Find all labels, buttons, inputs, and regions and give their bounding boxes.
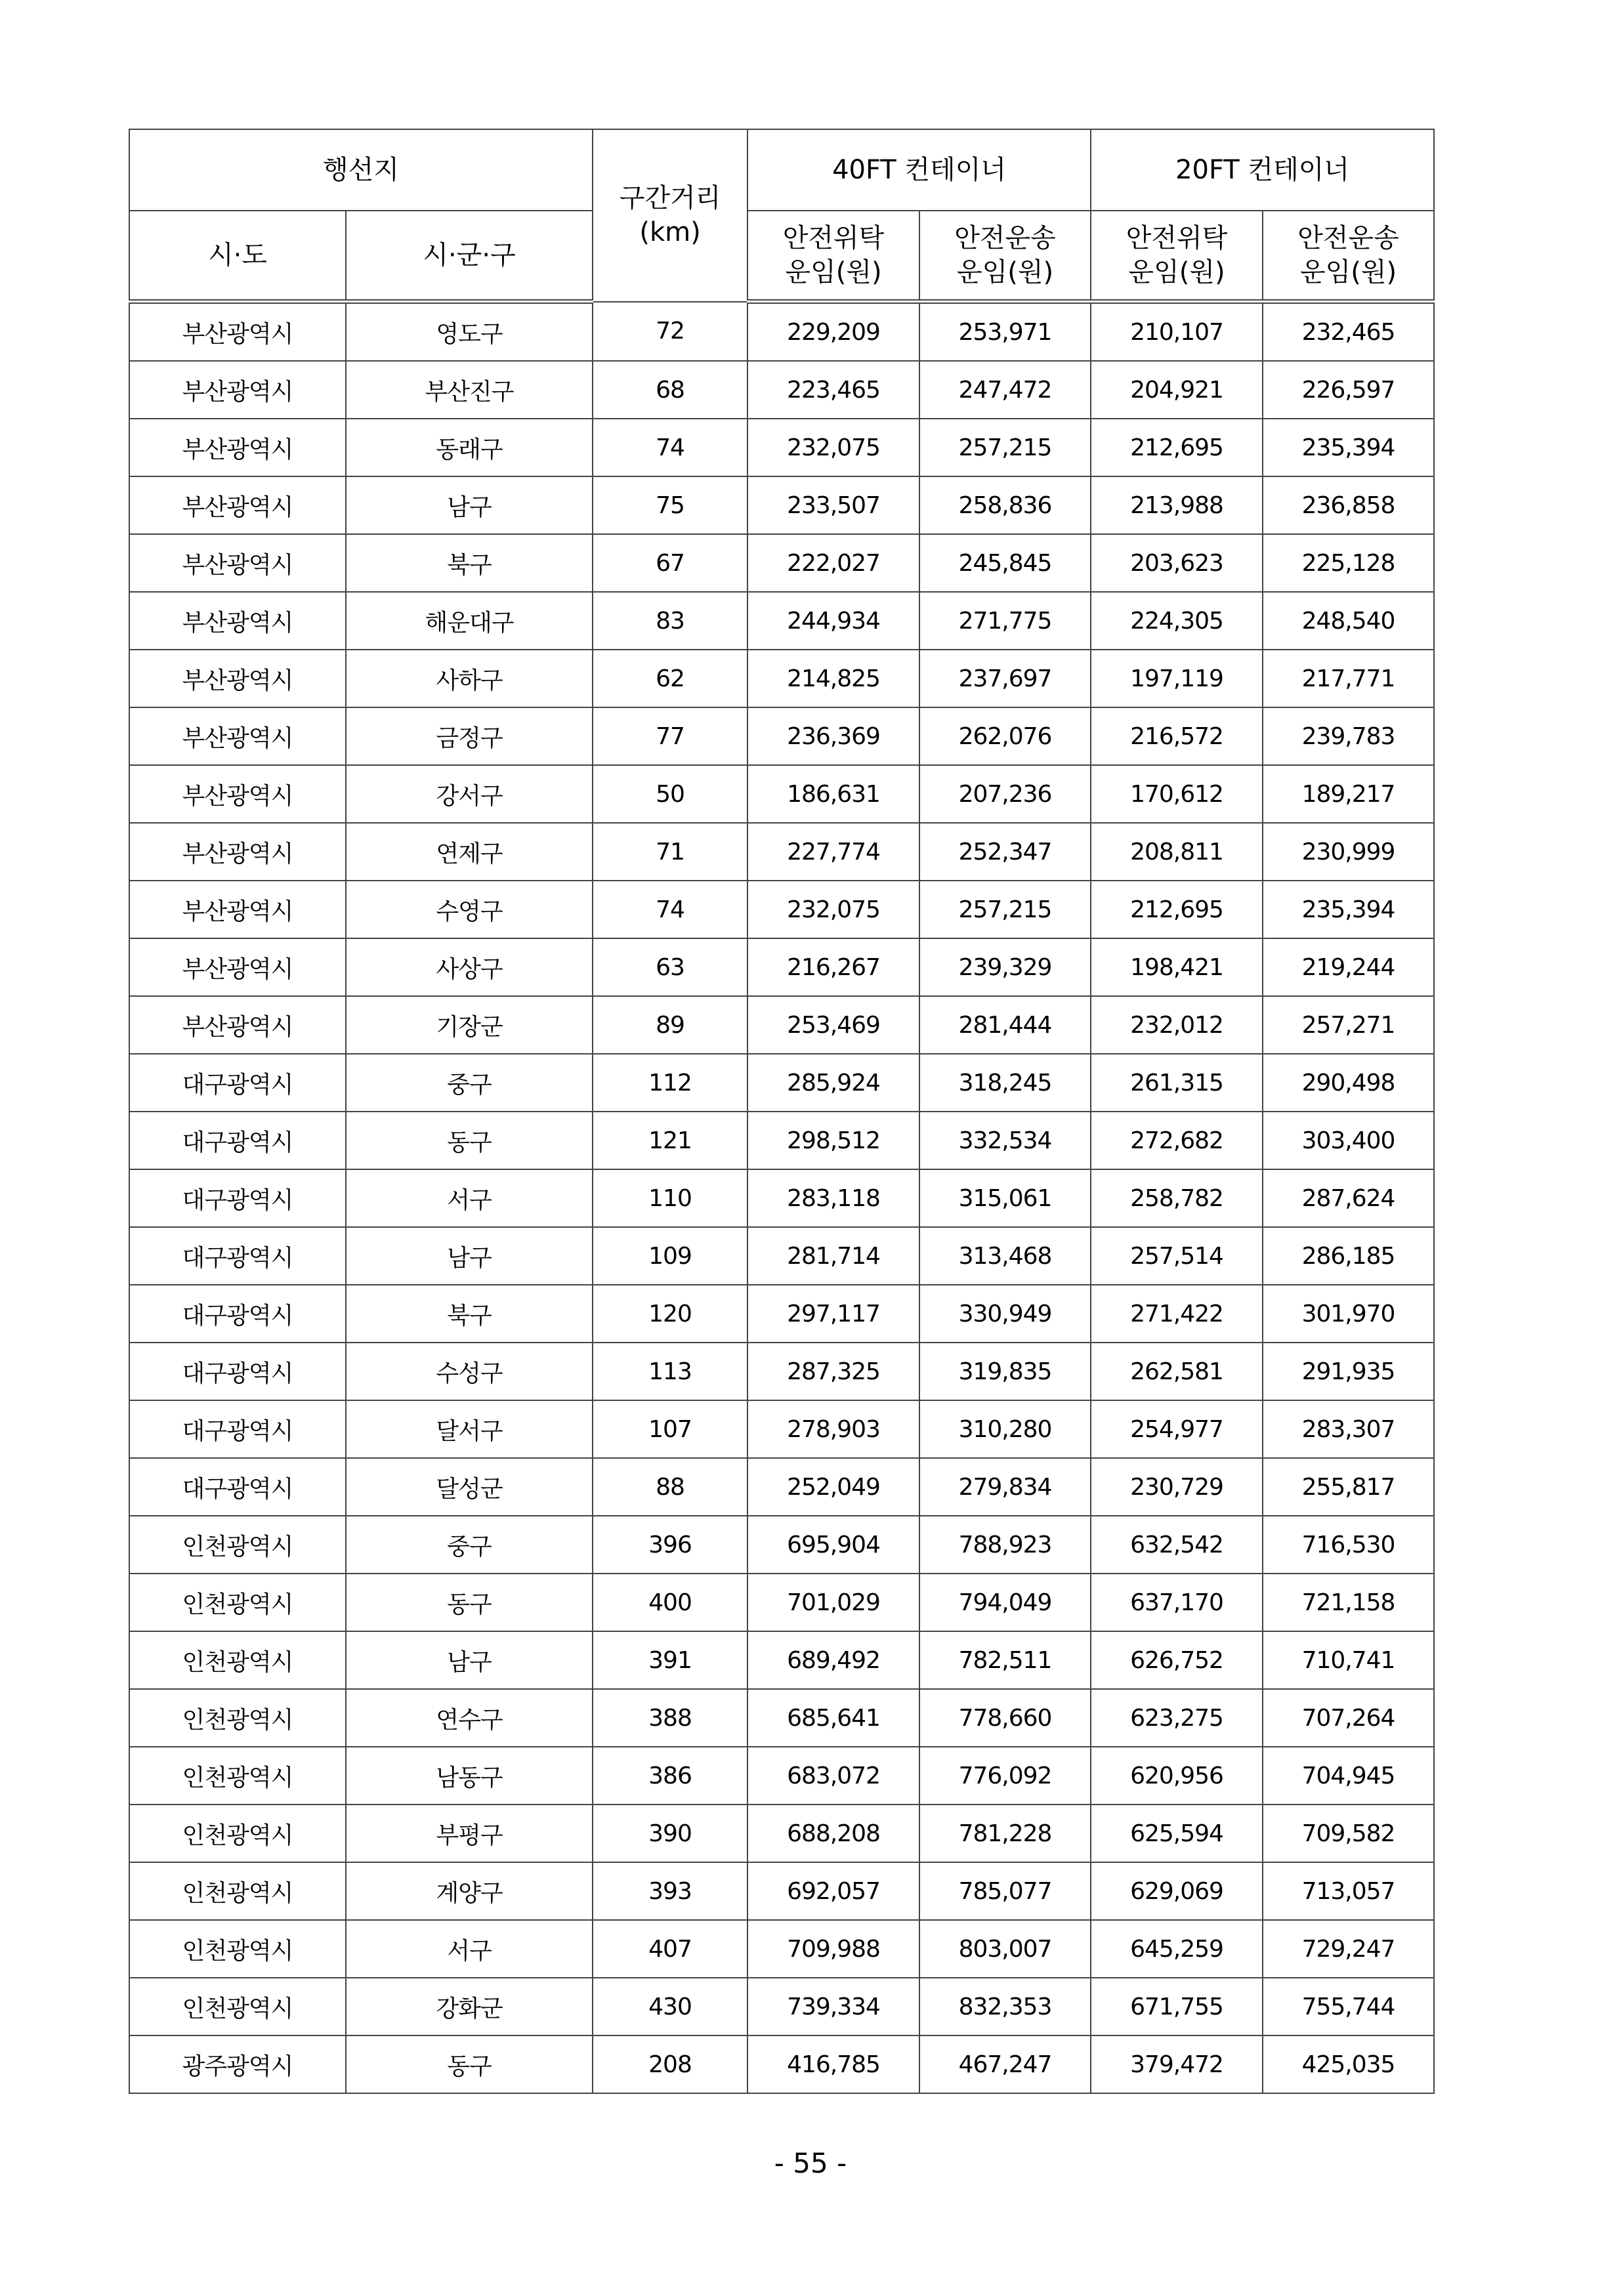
ft20-transport-cell: 257,271 — [1263, 996, 1434, 1054]
ft40-transport-cell: 253,971 — [919, 302, 1091, 362]
ft20-entrust-cell: 629,069 — [1091, 1862, 1263, 1920]
sido-cell: 부산광역시 — [129, 996, 346, 1054]
sigungu-cell: 부평구 — [346, 1805, 593, 1862]
ft20-entrust-cell: 212,695 — [1091, 419, 1263, 476]
ft40-entrust-cell: 236,369 — [747, 707, 919, 765]
ft20-transport-cell: 301,970 — [1263, 1285, 1434, 1343]
ft20-entrust-cell: 623,275 — [1091, 1689, 1263, 1747]
ft40-entrust-cell: 689,492 — [747, 1631, 919, 1689]
sido-cell: 대구광역시 — [129, 1054, 346, 1112]
table-row — [129, 1227, 1434, 1285]
ft40-entrust-cell: 692,057 — [747, 1862, 919, 1920]
table-row — [129, 302, 1434, 362]
distance-cell: 386 — [593, 1747, 747, 1805]
table-row — [129, 938, 1434, 996]
sido-cell: 부산광역시 — [129, 765, 346, 823]
ft20-transport-cell: 217,771 — [1263, 650, 1434, 707]
ft20-entrust-cell: 625,594 — [1091, 1805, 1263, 1862]
ft40-transport-cell: 832,353 — [919, 1978, 1091, 2035]
ft40-transport-cell: 467,247 — [919, 2035, 1091, 2093]
ft20-entrust-cell: 210,107 — [1091, 302, 1263, 362]
ft20-transport-cell: 286,185 — [1263, 1227, 1434, 1285]
sido-cell: 대구광역시 — [129, 1400, 346, 1458]
sigungu-cell: 부산진구 — [346, 361, 593, 419]
ft20-transport-cell: 226,597 — [1263, 361, 1434, 419]
distance-cell: 120 — [593, 1285, 747, 1343]
table-row — [129, 1285, 1434, 1343]
sigungu-cell: 연수구 — [346, 1689, 593, 1747]
sido-cell: 인천광역시 — [129, 1862, 346, 1920]
sigungu-cell: 남구 — [346, 1631, 593, 1689]
sigungu-header: 시·군·구 — [346, 211, 593, 302]
ft20-transport-cell: 713,057 — [1263, 1862, 1434, 1920]
ft40-transport-cell: 239,329 — [919, 938, 1091, 996]
ft20-transport-line1: 안전운송 — [1297, 223, 1399, 253]
distance-cell: 71 — [593, 823, 747, 881]
ft40-entrust-cell: 223,465 — [747, 361, 919, 419]
sigungu-cell: 중구 — [346, 1516, 593, 1574]
table-row — [129, 823, 1434, 881]
distance-cell: 67 — [593, 534, 747, 592]
ft40-entrust-line1: 안전위탁 — [782, 223, 885, 253]
table-row — [129, 1805, 1434, 1862]
sigungu-cell: 달서구 — [346, 1400, 593, 1458]
distance-cell: 109 — [593, 1227, 747, 1285]
table-row — [129, 650, 1434, 707]
table-row — [129, 1458, 1434, 1516]
distance-header-line2: (km) — [639, 217, 701, 248]
table-row — [129, 476, 1434, 534]
sido-cell: 부산광역시 — [129, 881, 346, 938]
distance-cell: 63 — [593, 938, 747, 996]
distance-cell: 72 — [593, 302, 747, 362]
ft20-transport-cell: 219,244 — [1263, 938, 1434, 996]
ft40-entrust-cell: 709,988 — [747, 1920, 919, 1978]
ft40-transport-line2: 운임(원) — [956, 257, 1054, 287]
ft20-transport-cell: 303,400 — [1263, 1112, 1434, 1169]
ft20-entrust-cell: 637,170 — [1091, 1574, 1263, 1631]
sido-cell: 인천광역시 — [129, 1805, 346, 1862]
table-row — [129, 534, 1434, 592]
sido-header: 시·도 — [129, 211, 346, 302]
ft20-transport-cell: 707,264 — [1263, 1689, 1434, 1747]
ft20-transport-cell: 287,624 — [1263, 1169, 1434, 1227]
ft20-transport-header — [1263, 211, 1434, 302]
ft20-transport-cell: 255,817 — [1263, 1458, 1434, 1516]
sido-cell: 부산광역시 — [129, 476, 346, 534]
sigungu-cell: 수성구 — [346, 1343, 593, 1400]
ft20-transport-cell: 755,744 — [1263, 1978, 1434, 2035]
sido-cell: 대구광역시 — [129, 1285, 346, 1343]
ft20-entrust-cell: 204,921 — [1091, 361, 1263, 419]
ft20-transport-cell: 248,540 — [1263, 592, 1434, 650]
destination-header: 행선지 — [129, 129, 593, 211]
distance-cell: 407 — [593, 1920, 747, 1978]
sido-cell: 부산광역시 — [129, 534, 346, 592]
ft40-transport-cell: 262,076 — [919, 707, 1091, 765]
ft40-transport-cell: 310,280 — [919, 1400, 1091, 1458]
table-row — [129, 1747, 1434, 1805]
ft20-entrust-line1: 안전위탁 — [1126, 223, 1228, 253]
ft20-entrust-cell: 379,472 — [1091, 2035, 1263, 2093]
ft40-transport-cell: 803,007 — [919, 1920, 1091, 1978]
ft20-entrust-cell: 254,977 — [1091, 1400, 1263, 1458]
distance-cell: 121 — [593, 1112, 747, 1169]
distance-cell: 400 — [593, 1574, 747, 1631]
ft20-entrust-header — [1091, 211, 1263, 302]
ft40-entrust-cell: 283,118 — [747, 1169, 919, 1227]
ft20-entrust-cell: 632,542 — [1091, 1516, 1263, 1574]
ft20-entrust-cell: 208,811 — [1091, 823, 1263, 881]
sido-cell: 인천광역시 — [129, 1747, 346, 1805]
distance-cell: 113 — [593, 1343, 747, 1400]
sido-cell: 인천광역시 — [129, 1978, 346, 2035]
distance-cell: 68 — [593, 361, 747, 419]
ft20-entrust-cell: 224,305 — [1091, 592, 1263, 650]
distance-cell: 112 — [593, 1054, 747, 1112]
sido-cell: 부산광역시 — [129, 707, 346, 765]
sigungu-cell: 북구 — [346, 534, 593, 592]
table-row — [129, 996, 1434, 1054]
distance-header-line1: 구간거리 — [619, 183, 721, 214]
sigungu-cell: 금정구 — [346, 707, 593, 765]
ft40-entrust-cell: 232,075 — [747, 419, 919, 476]
freight-rate-table — [129, 129, 1435, 2094]
sido-cell: 광주광역시 — [129, 2035, 346, 2093]
ft20-transport-cell: 704,945 — [1263, 1747, 1434, 1805]
ft40-transport-cell: 776,092 — [919, 1747, 1091, 1805]
ft20-transport-cell: 729,247 — [1263, 1920, 1434, 1978]
ft40-entrust-cell: 233,507 — [747, 476, 919, 534]
ft40-header: 40FT 컨테이너 — [747, 129, 1091, 211]
distance-cell: 208 — [593, 2035, 747, 2093]
distance-cell: 396 — [593, 1516, 747, 1574]
sido-cell: 부산광역시 — [129, 419, 346, 476]
ft20-entrust-cell: 197,119 — [1091, 650, 1263, 707]
sido-cell: 부산광역시 — [129, 302, 346, 362]
sido-cell: 부산광역시 — [129, 650, 346, 707]
ft40-entrust-cell: 186,631 — [747, 765, 919, 823]
ft40-transport-cell: 237,697 — [919, 650, 1091, 707]
sigungu-cell: 사하구 — [346, 650, 593, 707]
distance-cell: 77 — [593, 707, 747, 765]
ft40-transport-cell: 279,834 — [919, 1458, 1091, 1516]
sigungu-cell: 남동구 — [346, 1747, 593, 1805]
distance-cell: 50 — [593, 765, 747, 823]
ft40-transport-cell: 257,215 — [919, 419, 1091, 476]
table-row — [129, 1574, 1434, 1631]
table-row — [129, 2035, 1434, 2093]
ft40-entrust-cell: 685,641 — [747, 1689, 919, 1747]
ft40-entrust-cell: 287,325 — [747, 1343, 919, 1400]
sido-cell: 대구광역시 — [129, 1458, 346, 1516]
ft40-transport-cell: 245,845 — [919, 534, 1091, 592]
table-row — [129, 1516, 1434, 1574]
table-row — [129, 1689, 1434, 1747]
ft20-transport-cell: 235,394 — [1263, 881, 1434, 938]
ft40-transport-cell: 785,077 — [919, 1862, 1091, 1920]
sigungu-cell: 동래구 — [346, 419, 593, 476]
ft40-transport-cell: 207,236 — [919, 765, 1091, 823]
ft40-transport-cell: 313,468 — [919, 1227, 1091, 1285]
ft40-entrust-cell: 298,512 — [747, 1112, 919, 1169]
sigungu-cell: 중구 — [346, 1054, 593, 1112]
ft20-entrust-cell: 261,315 — [1091, 1054, 1263, 1112]
ft40-transport-cell: 315,061 — [919, 1169, 1091, 1227]
ft20-entrust-cell: 216,572 — [1091, 707, 1263, 765]
distance-cell: 393 — [593, 1862, 747, 1920]
ft20-entrust-cell: 257,514 — [1091, 1227, 1263, 1285]
sido-cell: 대구광역시 — [129, 1169, 346, 1227]
ft40-entrust-cell: 739,334 — [747, 1978, 919, 2035]
ft40-entrust-cell: 281,714 — [747, 1227, 919, 1285]
ft20-entrust-cell: 620,956 — [1091, 1747, 1263, 1805]
ft40-transport-header — [919, 211, 1091, 302]
ft20-transport-cell: 716,530 — [1263, 1516, 1434, 1574]
header-row-2 — [129, 211, 1434, 302]
sido-cell: 부산광역시 — [129, 823, 346, 881]
distance-cell: 88 — [593, 1458, 747, 1516]
ft40-transport-cell: 257,215 — [919, 881, 1091, 938]
ft40-transport-cell: 252,347 — [919, 823, 1091, 881]
sigungu-cell: 영도구 — [346, 302, 593, 362]
ft20-transport-cell: 230,999 — [1263, 823, 1434, 881]
sigungu-cell: 사상구 — [346, 938, 593, 996]
table-row — [129, 881, 1434, 938]
ft20-entrust-cell: 262,581 — [1091, 1343, 1263, 1400]
table-row — [129, 1112, 1434, 1169]
sigungu-cell: 동구 — [346, 2035, 593, 2093]
ft40-entrust-line2: 운임(원) — [785, 257, 882, 287]
ft40-transport-cell: 794,049 — [919, 1574, 1091, 1631]
ft20-entrust-cell: 645,259 — [1091, 1920, 1263, 1978]
ft40-entrust-cell: 416,785 — [747, 2035, 919, 2093]
distance-cell: 430 — [593, 1978, 747, 2035]
ft20-entrust-cell: 671,755 — [1091, 1978, 1263, 2035]
ft40-entrust-cell: 222,027 — [747, 534, 919, 592]
ft40-entrust-cell: 695,904 — [747, 1516, 919, 1574]
sido-cell: 인천광역시 — [129, 1689, 346, 1747]
ft20-entrust-cell: 626,752 — [1091, 1631, 1263, 1689]
ft20-transport-cell: 721,158 — [1263, 1574, 1434, 1631]
sigungu-cell: 달성군 — [346, 1458, 593, 1516]
sigungu-cell: 기장군 — [346, 996, 593, 1054]
ft40-transport-cell: 319,835 — [919, 1343, 1091, 1400]
ft40-entrust-header — [747, 211, 919, 302]
ft20-entrust-cell: 198,421 — [1091, 938, 1263, 996]
table-row — [129, 1400, 1434, 1458]
distance-cell: 74 — [593, 881, 747, 938]
ft40-entrust-cell: 688,208 — [747, 1805, 919, 1862]
sigungu-cell: 연제구 — [346, 823, 593, 881]
distance-cell: 83 — [593, 592, 747, 650]
ft20-entrust-cell: 230,729 — [1091, 1458, 1263, 1516]
ft20-entrust-cell: 258,782 — [1091, 1169, 1263, 1227]
ft20-transport-cell: 225,128 — [1263, 534, 1434, 592]
sigungu-cell: 계양구 — [346, 1862, 593, 1920]
distance-cell: 388 — [593, 1689, 747, 1747]
table-row — [129, 1978, 1434, 2035]
table-body — [129, 302, 1434, 2094]
sido-cell: 인천광역시 — [129, 1516, 346, 1574]
distance-cell: 110 — [593, 1169, 747, 1227]
sigungu-cell: 남구 — [346, 476, 593, 534]
ft40-entrust-cell: 244,934 — [747, 592, 919, 650]
sido-cell: 대구광역시 — [129, 1227, 346, 1285]
ft20-header: 20FT 컨테이너 — [1091, 129, 1434, 211]
ft40-transport-line1: 안전운송 — [954, 223, 1056, 253]
sido-cell: 인천광역시 — [129, 1920, 346, 1978]
ft20-entrust-cell: 271,422 — [1091, 1285, 1263, 1343]
sido-cell: 부산광역시 — [129, 592, 346, 650]
ft20-entrust-cell: 170,612 — [1091, 765, 1263, 823]
table-row — [129, 361, 1434, 419]
sigungu-cell: 동구 — [346, 1574, 593, 1631]
ft20-transport-cell: 290,498 — [1263, 1054, 1434, 1112]
ft40-transport-cell: 781,228 — [919, 1805, 1091, 1862]
ft20-entrust-cell: 213,988 — [1091, 476, 1263, 534]
ft40-transport-cell: 778,660 — [919, 1689, 1091, 1747]
table-row — [129, 419, 1434, 476]
ft40-entrust-cell: 214,825 — [747, 650, 919, 707]
table-row — [129, 1920, 1434, 1978]
ft40-entrust-cell: 229,209 — [747, 302, 919, 362]
ft40-transport-cell: 258,836 — [919, 476, 1091, 534]
sido-cell: 인천광역시 — [129, 1574, 346, 1631]
ft40-transport-cell: 271,775 — [919, 592, 1091, 650]
ft20-entrust-cell: 212,695 — [1091, 881, 1263, 938]
sigungu-cell: 해운대구 — [346, 592, 593, 650]
ft40-entrust-cell: 701,029 — [747, 1574, 919, 1631]
distance-cell: 75 — [593, 476, 747, 534]
sigungu-cell: 수영구 — [346, 881, 593, 938]
ft40-entrust-cell: 227,774 — [747, 823, 919, 881]
ft20-transport-cell: 291,935 — [1263, 1343, 1434, 1400]
ft40-transport-cell: 332,534 — [919, 1112, 1091, 1169]
sido-cell: 부산광역시 — [129, 361, 346, 419]
ft40-transport-cell: 281,444 — [919, 996, 1091, 1054]
ft20-entrust-cell: 232,012 — [1091, 996, 1263, 1054]
table-row — [129, 765, 1434, 823]
sigungu-cell: 서구 — [346, 1920, 593, 1978]
ft20-transport-cell: 425,035 — [1263, 2035, 1434, 2093]
sido-cell: 대구광역시 — [129, 1112, 346, 1169]
sigungu-cell: 북구 — [346, 1285, 593, 1343]
ft20-transport-cell: 235,394 — [1263, 419, 1434, 476]
distance-cell: 74 — [593, 419, 747, 476]
ft20-transport-cell: 232,465 — [1263, 302, 1434, 362]
distance-cell: 390 — [593, 1805, 747, 1862]
ft40-entrust-cell: 278,903 — [747, 1400, 919, 1458]
ft40-transport-cell: 318,245 — [919, 1054, 1091, 1112]
ft20-transport-line2: 운임(원) — [1299, 257, 1397, 287]
ft20-transport-cell: 189,217 — [1263, 765, 1434, 823]
ft40-transport-cell: 247,472 — [919, 361, 1091, 419]
distance-cell: 391 — [593, 1631, 747, 1689]
ft40-entrust-cell: 216,267 — [747, 938, 919, 996]
sigungu-cell: 강화군 — [346, 1978, 593, 2035]
ft20-entrust-cell: 203,623 — [1091, 534, 1263, 592]
table-row — [129, 707, 1434, 765]
sido-cell: 인천광역시 — [129, 1631, 346, 1689]
table-row — [129, 592, 1434, 650]
ft20-transport-cell: 709,582 — [1263, 1805, 1434, 1862]
ft20-transport-cell: 236,858 — [1263, 476, 1434, 534]
ft20-transport-cell: 710,741 — [1263, 1631, 1434, 1689]
ft40-entrust-cell: 297,117 — [747, 1285, 919, 1343]
ft40-transport-cell: 788,923 — [919, 1516, 1091, 1574]
table-row — [129, 1054, 1434, 1112]
table-row — [129, 1631, 1434, 1689]
ft20-transport-cell: 239,783 — [1263, 707, 1434, 765]
ft20-entrust-line2: 운임(원) — [1128, 257, 1225, 287]
ft20-transport-cell: 283,307 — [1263, 1400, 1434, 1458]
ft40-entrust-cell: 252,049 — [747, 1458, 919, 1516]
ft20-entrust-cell: 272,682 — [1091, 1112, 1263, 1169]
distance-header — [593, 129, 747, 302]
distance-cell: 89 — [593, 996, 747, 1054]
sigungu-cell: 강서구 — [346, 765, 593, 823]
ft40-entrust-cell: 232,075 — [747, 881, 919, 938]
ft40-transport-cell: 330,949 — [919, 1285, 1091, 1343]
header-row-1 — [129, 129, 1434, 211]
ft40-entrust-cell: 253,469 — [747, 996, 919, 1054]
distance-cell: 62 — [593, 650, 747, 707]
sigungu-cell: 동구 — [346, 1112, 593, 1169]
table-row — [129, 1862, 1434, 1920]
sigungu-cell: 남구 — [346, 1227, 593, 1285]
table-row — [129, 1343, 1434, 1400]
table-row — [129, 1169, 1434, 1227]
distance-cell: 107 — [593, 1400, 747, 1458]
ft40-entrust-cell: 285,924 — [747, 1054, 919, 1112]
sido-cell: 대구광역시 — [129, 1343, 346, 1400]
sido-cell: 부산광역시 — [129, 938, 346, 996]
ft40-transport-cell: 782,511 — [919, 1631, 1091, 1689]
sigungu-cell: 서구 — [346, 1169, 593, 1227]
page-number: - 55 - — [774, 2147, 847, 2179]
ft40-entrust-cell: 683,072 — [747, 1747, 919, 1805]
